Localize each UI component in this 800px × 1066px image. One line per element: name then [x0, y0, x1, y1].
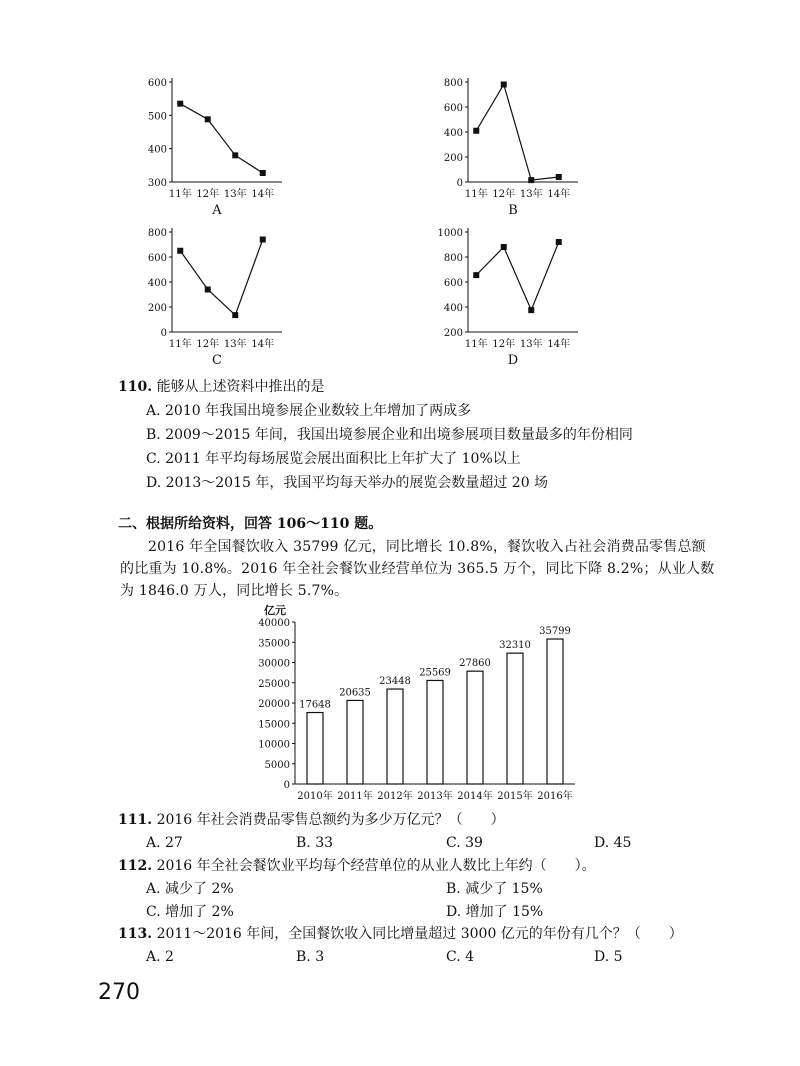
data-point	[473, 272, 479, 278]
question-number: 110.	[118, 379, 153, 395]
q113-option-a: A. 2	[146, 949, 174, 965]
bar	[427, 680, 443, 784]
q111-option-d: D. 45	[594, 835, 632, 851]
line-chart-b	[444, 78, 578, 218]
data-point	[501, 82, 507, 88]
bar	[347, 700, 363, 784]
data-point	[556, 239, 562, 245]
chart-label: C	[212, 353, 222, 368]
y-tick-label: 400	[147, 278, 167, 289]
bar-value-label: 35799	[539, 626, 571, 638]
bar	[307, 713, 323, 784]
data-point	[177, 101, 183, 107]
section-heading: 二、根据所给资料，回答 106～110 题。	[118, 516, 383, 532]
line-chart-d	[438, 228, 578, 368]
question-112	[118, 856, 596, 876]
question-number: 113.	[118, 926, 153, 942]
x-tick-label: 2011年	[337, 791, 373, 802]
series-line	[476, 85, 559, 181]
x-tick-label: 11年	[464, 339, 488, 350]
y-tick-label: 15000	[258, 719, 290, 731]
x-tick-label: 12年	[196, 339, 220, 350]
y-tick-label: 200	[443, 328, 463, 339]
q111-option-a: A. 27	[146, 835, 183, 851]
y-tick-label: 600	[443, 103, 463, 114]
y-tick-label: 600	[147, 78, 167, 89]
page-number: 270	[98, 980, 140, 1005]
y-tick-label: 0	[160, 328, 167, 339]
q112-option-d: D. 增加了 15%	[446, 904, 544, 920]
y-tick-label: 25000	[258, 678, 290, 690]
bar-value-label: 20635	[339, 687, 371, 699]
y-tick-label: 400	[147, 144, 167, 156]
x-tick-label: 12年	[492, 339, 516, 350]
data-point	[260, 237, 266, 243]
x-tick-label: 13年	[519, 339, 543, 350]
x-tick-label: 12年	[492, 189, 516, 200]
data-point	[473, 128, 479, 134]
series-line	[476, 242, 559, 310]
y-tick-label: 400	[443, 303, 463, 314]
y-tick-label: 800	[147, 228, 167, 239]
data-point	[177, 248, 183, 254]
data-point	[232, 312, 238, 318]
q110-option-c: C. 2011 年平均每场展览会展出面积比上年扩大了 10%以上	[146, 451, 521, 467]
y-tick-label: 30000	[258, 658, 290, 670]
y-tick-label: 1000	[437, 228, 463, 239]
x-tick-label: 14年	[251, 339, 275, 350]
question-text: 2016 年社会消费品零售总额约为多少万亿元？（ ）	[156, 812, 505, 828]
bar-chart	[0, 596, 800, 816]
bar-value-label: 32310	[499, 640, 531, 652]
x-tick-label: 13年	[223, 339, 247, 350]
chart-label: D	[507, 353, 519, 368]
bar	[507, 653, 523, 784]
bar	[387, 689, 403, 784]
bar	[547, 639, 563, 784]
question-110	[118, 377, 325, 397]
y-tick-label: 35000	[258, 638, 290, 650]
y-tick-label: 10000	[258, 739, 290, 751]
y-tick-label: 0	[456, 178, 463, 189]
q110-option-a: A. 2010 年我国出境参展企业数较上年增加了两成多	[146, 403, 472, 419]
y-tick-label: 40000	[258, 618, 290, 629]
data-paragraph: 2016 年全国餐饮收入 35799 亿元，同比增长 10.8%，餐饮收入占社会消费品零售总额的比重为 10.8%。2016 年全社会餐饮业经营单位为 365.5 万个，同比下降 8.2%；从业人数为 1846.0 万人，同比增长 5.7%。	[120, 539, 715, 599]
line-chart-a	[148, 78, 282, 218]
q113-option-b: B. 3	[296, 949, 325, 965]
x-tick-label: 2015年	[497, 791, 533, 802]
x-tick-label: 11年	[168, 189, 192, 200]
q110-option-d: D. 2013～2015 年，我国平均每天举办的展览会数量超过 20 场	[146, 475, 549, 491]
y-tick-label: 5000	[264, 759, 290, 771]
y-axis-unit: 亿元	[264, 604, 286, 617]
y-tick-label: 800	[443, 253, 463, 264]
q113-option-d: D. 5	[594, 949, 623, 965]
bar-value-label: 17648	[299, 699, 331, 711]
x-tick-label: 11年	[168, 339, 192, 350]
question-111	[118, 810, 505, 830]
bar-value-label: 23448	[379, 676, 411, 688]
y-tick-label: 20000	[258, 699, 290, 710]
y-tick-label: 500	[147, 111, 167, 123]
question-text: 2016 年全社会餐饮业平均每个经营单位的从业人数比上年约（ ）。	[156, 858, 596, 874]
y-tick-label: 0	[283, 780, 290, 791]
x-tick-label: 11年	[464, 189, 488, 200]
data-point	[501, 244, 507, 250]
y-tick-label: 800	[443, 78, 463, 89]
y-tick-label: 600	[443, 278, 463, 289]
question-text: 能够从上述资料中推出的是	[156, 379, 325, 395]
chart-label: B	[508, 203, 518, 218]
q111-option-b: B. 33	[296, 835, 334, 851]
x-tick-label: 2012年	[377, 791, 413, 802]
x-tick-label: 14年	[547, 189, 571, 200]
x-tick-label: 14年	[547, 339, 571, 350]
data-point	[528, 307, 534, 313]
y-tick-label: 200	[443, 153, 463, 164]
question-number: 112.	[118, 858, 153, 874]
y-tick-label: 400	[443, 128, 463, 139]
x-tick-label: 2016年	[537, 791, 573, 802]
q113-option-c: C. 4	[446, 949, 475, 965]
bar-value-label: 27860	[459, 658, 491, 670]
chart-label: A	[212, 203, 222, 218]
x-tick-label: 13年	[223, 189, 247, 200]
q112-option-a: A. 减少了 2%	[146, 881, 234, 897]
series-line	[180, 240, 263, 316]
x-tick-label: 12年	[196, 189, 220, 200]
x-tick-label: 13年	[519, 189, 543, 200]
question-number: 111.	[118, 812, 153, 828]
line-chart-c	[148, 228, 282, 368]
q111-option-c: C. 39	[446, 835, 483, 851]
series-line	[180, 104, 263, 173]
bar	[467, 671, 483, 784]
q112-option-c: C. 增加了 2%	[146, 904, 234, 920]
question-text: 2011～2016 年间，全国餐饮收入同比增量超过 3000 亿元的年份有几个？（ ）	[156, 926, 683, 942]
data-point	[528, 177, 534, 183]
data-point	[556, 174, 562, 180]
x-tick-label: 2010年	[297, 791, 333, 802]
data-point	[260, 170, 266, 176]
y-tick-label: 600	[147, 253, 167, 264]
x-tick-label: 2013年	[417, 791, 453, 802]
data-point	[232, 152, 238, 158]
q110-option-b: B. 2009～2015 年间，我国出境参展企业和出境参展项目数量最多的年份相同	[146, 427, 633, 443]
bar-value-label: 25569	[419, 667, 451, 679]
x-tick-label: 2014年	[457, 791, 493, 802]
x-tick-label: 14年	[251, 189, 275, 200]
y-tick-label: 200	[147, 303, 167, 314]
q112-option-b: B. 减少了 15%	[446, 881, 543, 897]
data-point	[205, 287, 211, 293]
data-point	[205, 116, 211, 122]
question-113	[118, 924, 683, 944]
y-tick-label: 300	[147, 178, 167, 189]
